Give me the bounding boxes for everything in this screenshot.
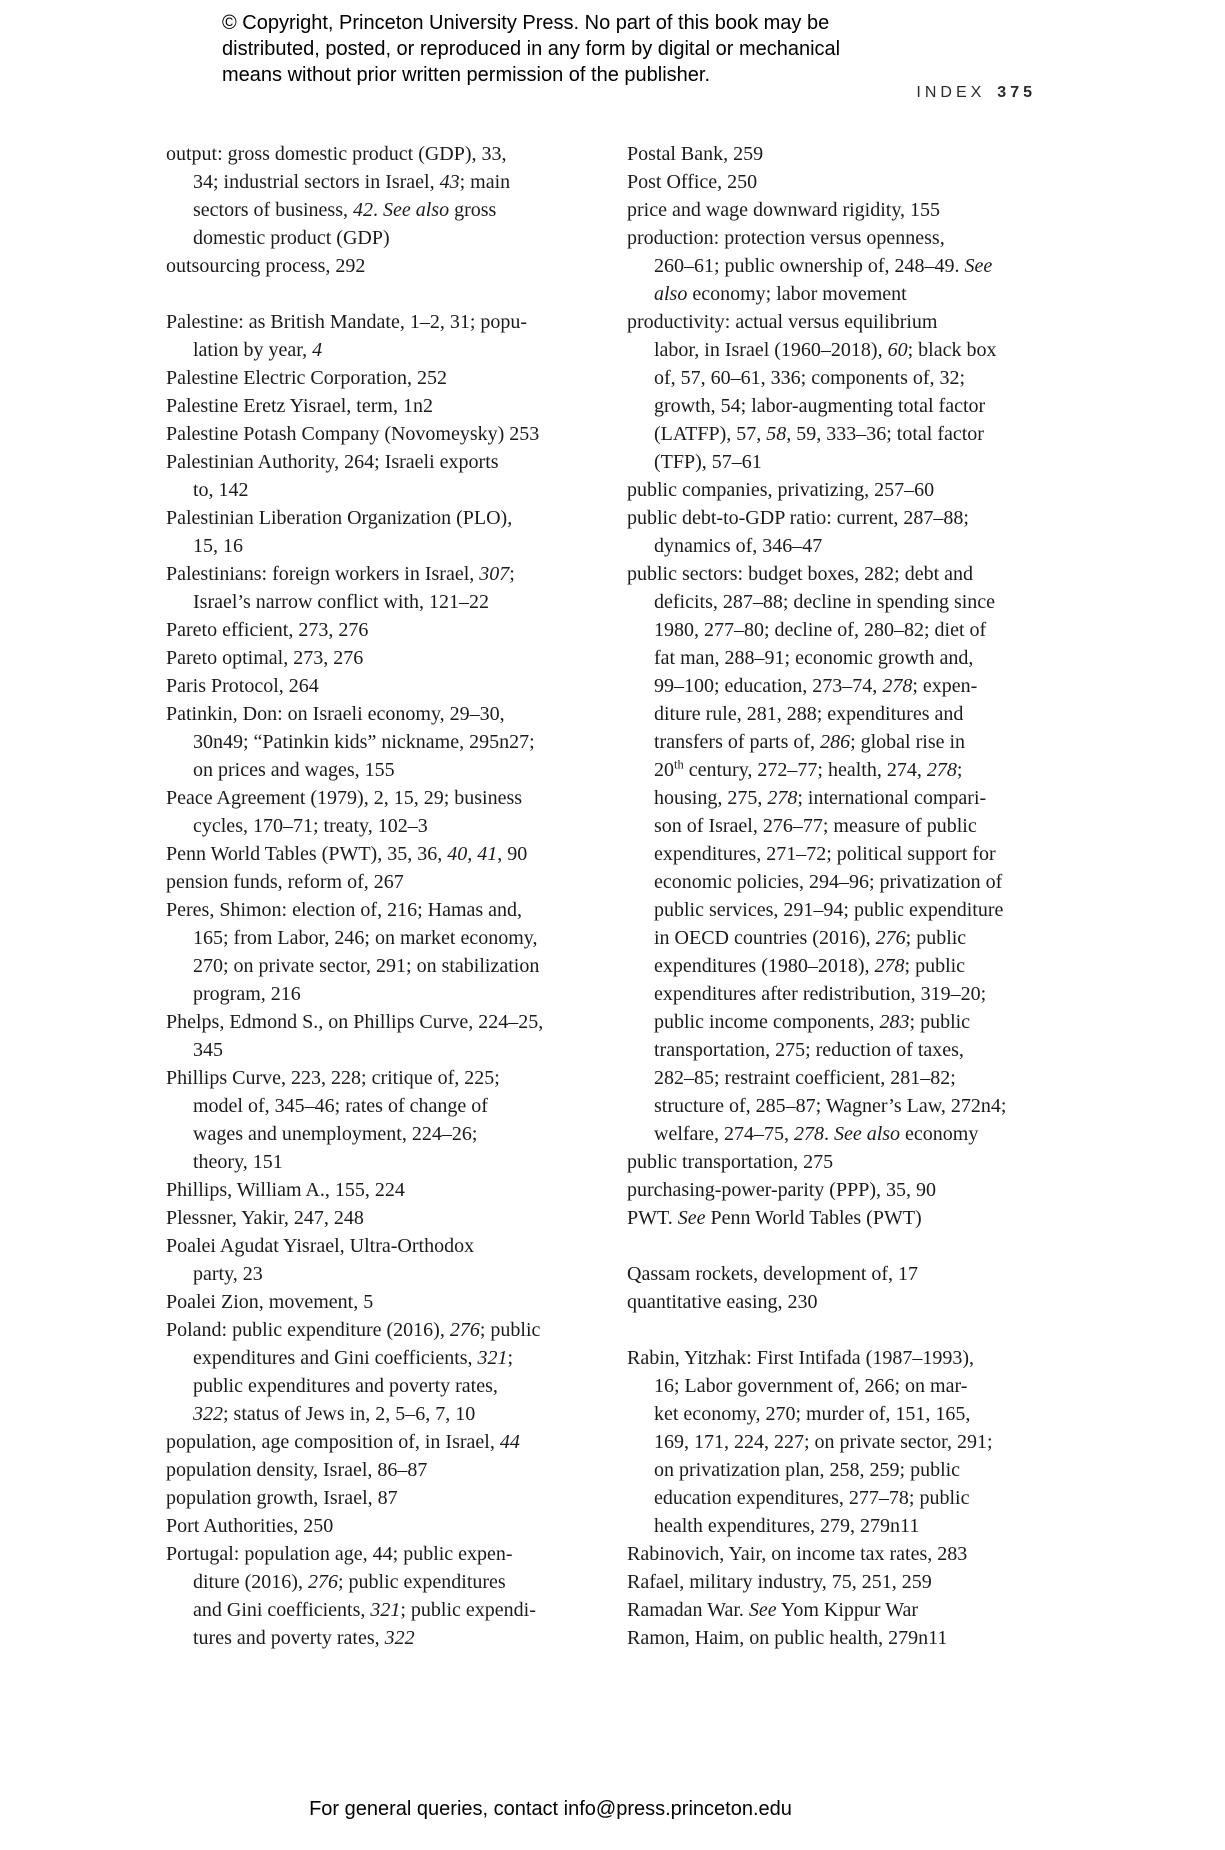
index-entry bbox=[166, 140, 566, 252]
entry-line: Poland: public expenditure (2016), 276; public bbox=[166, 1319, 541, 1341]
entry-line: public sectors: budget boxes, 282; debt and bbox=[627, 563, 974, 585]
entry-line: Port Authorities, 250 bbox=[166, 1515, 334, 1537]
entry-line: public expenditures and poverty rates, bbox=[193, 1375, 498, 1397]
entry-line: output: gross domestic product (GDP), 33, bbox=[166, 143, 507, 165]
entry-line: and Gini coefficients, 321; public expendi- bbox=[193, 1599, 536, 1621]
entry-line: education expenditures, 277–78; public bbox=[654, 1487, 970, 1509]
page-header bbox=[916, 84, 1036, 102]
entry-line: public income components, 283; public bbox=[654, 1011, 971, 1033]
entry-line: Palestinian Liberation Organization (PLO), bbox=[166, 507, 513, 529]
entry-line: expenditures, 271–72; political support for bbox=[654, 843, 996, 865]
index-entry bbox=[166, 840, 566, 868]
entry-line: population, age composition of, in Israel, 44 bbox=[166, 1431, 520, 1453]
index-entry bbox=[166, 1204, 566, 1232]
entry-line: 34; industrial sectors in Israel, 43; main bbox=[193, 171, 511, 193]
index-entry bbox=[627, 504, 1037, 560]
entry-line: expenditures (1980–2018), 278; public bbox=[654, 955, 966, 977]
entry-line: Post Office, 250 bbox=[627, 171, 758, 193]
index-entry bbox=[166, 1288, 566, 1316]
entry-line: Peace Agreement (1979), 2, 15, 29; business bbox=[166, 787, 523, 809]
entry-line: Ramon, Haim, on public health, 279n11 bbox=[627, 1627, 948, 1649]
entry-line: productivity: actual versus equilibrium bbox=[627, 311, 938, 333]
entry-line: ket economy, 270; murder of, 151, 165, bbox=[654, 1403, 971, 1425]
entry-line: Postal Bank, 259 bbox=[627, 143, 764, 165]
entry-line: 260–61; public ownership of, 248–49. See bbox=[654, 255, 993, 277]
entry-line: welfare, 274–75, 278. See also economy bbox=[654, 1123, 979, 1145]
entry-line: Ramadan War. See Yom Kippur War bbox=[627, 1599, 919, 1621]
entry-line: wages and unemployment, 224–26; bbox=[193, 1123, 478, 1145]
index-entry bbox=[627, 560, 1037, 1148]
entry-line: domestic product (GDP) bbox=[193, 227, 390, 249]
index-entry bbox=[627, 1288, 1037, 1316]
entry-line: 1980, 277–80; decline of, 280–82; diet of bbox=[654, 619, 987, 641]
entry-line: 16; Labor government of, 266; on mar- bbox=[654, 1375, 968, 1397]
index-entry bbox=[627, 1148, 1037, 1176]
entry-line: health expenditures, 279, 279n11 bbox=[654, 1515, 920, 1537]
entry-line: 270; on private sector, 291; on stabilization bbox=[193, 955, 540, 977]
entry-line: Plessner, Yakir, 247, 248 bbox=[166, 1207, 364, 1229]
entry-line: purchasing-power-parity (PPP), 35, 90 bbox=[627, 1179, 936, 1201]
entry-line: growth, 54; labor-augmenting total factor bbox=[654, 395, 986, 417]
entry-line: lation by year, 4 bbox=[193, 339, 323, 361]
index-label: INDEX bbox=[916, 84, 986, 101]
entry-line: dynamics of, 346–47 bbox=[654, 535, 823, 557]
entry-line: on privatization plan, 258, 259; public bbox=[654, 1459, 961, 1481]
entry-line: labor, in Israel (1960–2018), 60; black box bbox=[654, 339, 997, 361]
entry-line: Palestinian Authority, 264; Israeli exports bbox=[166, 451, 499, 473]
index-entry bbox=[166, 616, 566, 644]
entry-line: Palestine Potash Company (Novomeysky) 253 bbox=[166, 423, 540, 445]
entry-line: Poalei Agudat Yisrael, Ultra-Orthodox bbox=[166, 1235, 475, 1257]
index-entry bbox=[166, 1064, 566, 1176]
entry-line: population density, Israel, 86–87 bbox=[166, 1459, 428, 1481]
entry-line: pension funds, reform of, 267 bbox=[166, 871, 404, 893]
index-entry bbox=[166, 644, 566, 672]
entry-line: transportation, 275; reduction of taxes, bbox=[654, 1039, 964, 1061]
index-entry bbox=[627, 1260, 1037, 1288]
copyright-line: means without prior written permission of the publisher. bbox=[222, 64, 711, 86]
entry-line: Penn World Tables (PWT), 35, 36, 40, 41, 90 bbox=[166, 843, 528, 865]
index-column-left bbox=[166, 140, 566, 1652]
entry-line: 282–85; restraint coefficient, 281–82; bbox=[654, 1067, 956, 1089]
entry-line: model of, 345–46; rates of change of bbox=[193, 1095, 488, 1117]
index-entry bbox=[166, 896, 566, 1008]
index-entry bbox=[166, 392, 566, 420]
index-entry bbox=[166, 868, 566, 896]
index-entry bbox=[166, 1428, 566, 1456]
entry-line: housing, 275, 278; international compari- bbox=[654, 787, 987, 809]
entry-line: Rabinovich, Yair, on income tax rates, 283 bbox=[627, 1543, 968, 1565]
index-entry bbox=[627, 1540, 1037, 1568]
entry-line: in OECD countries (2016), 276; public bbox=[654, 927, 967, 949]
index-entry bbox=[166, 420, 566, 448]
index-entry bbox=[166, 1176, 566, 1204]
entry-line: public transportation, 275 bbox=[627, 1151, 834, 1173]
entry-line: theory, 151 bbox=[193, 1151, 283, 1173]
page-number: 375 bbox=[997, 84, 1036, 101]
entry-line: public companies, privatizing, 257–60 bbox=[627, 479, 935, 501]
index-entry bbox=[166, 364, 566, 392]
entry-line: economic policies, 294–96; privatization of bbox=[654, 871, 1003, 893]
index-entry bbox=[627, 168, 1037, 196]
entry-line: Phillips Curve, 223, 228; critique of, 225; bbox=[166, 1067, 500, 1089]
index-entry bbox=[166, 1484, 566, 1512]
entry-line: population growth, Israel, 87 bbox=[166, 1487, 398, 1509]
entry-line: program, 216 bbox=[193, 983, 301, 1005]
entry-line: 345 bbox=[193, 1039, 223, 1061]
index-entry bbox=[627, 308, 1037, 476]
index-entry bbox=[166, 1540, 566, 1652]
entry-line: structure of, 285–87; Wagner’s Law, 272n4; bbox=[654, 1095, 1007, 1117]
entry-line: expenditures after redistribution, 319–20; bbox=[654, 983, 987, 1005]
copyright-line: © Copyright, Princeton University Press. No part of this book may be bbox=[222, 12, 830, 34]
entry-line: quantitative easing, 230 bbox=[627, 1291, 818, 1313]
entry-line: 20th century, 272–77; health, 274, 278; bbox=[654, 757, 963, 781]
index-entry bbox=[166, 1316, 566, 1428]
index-entry bbox=[166, 1232, 566, 1288]
entry-line: (LATFP), 57, 58, 59, 333–36; total factor bbox=[654, 423, 984, 445]
index-entry bbox=[166, 1008, 566, 1064]
entry-line: Peres, Shimon: election of, 216; Hamas and, bbox=[166, 899, 523, 921]
entry-line: Poalei Zion, movement, 5 bbox=[166, 1291, 374, 1313]
entry-line: Palestinians: foreign workers in Israel, 307; bbox=[166, 563, 515, 585]
index-entry bbox=[627, 1344, 1037, 1540]
entry-line: Rafael, military industry, 75, 251, 259 bbox=[627, 1571, 932, 1593]
index-entry bbox=[627, 1176, 1037, 1204]
entry-line: price and wage downward rigidity, 155 bbox=[627, 199, 941, 221]
copyright-line: distributed, posted, or reproduced in any form by digital or mechanical bbox=[222, 38, 841, 60]
entry-line: tures and poverty rates, 322 bbox=[193, 1627, 415, 1649]
index-column-right bbox=[627, 140, 1037, 1652]
entry-line: Qassam rockets, development of, 17 bbox=[627, 1263, 919, 1285]
copyright-notice bbox=[222, 10, 840, 88]
entry-line: cycles, 170–71; treaty, 102–3 bbox=[193, 815, 428, 837]
entry-line: Portugal: population age, 44; public expen- bbox=[166, 1543, 513, 1565]
entry-line: Palestine Electric Corporation, 252 bbox=[166, 367, 448, 389]
entry-line: sectors of business, 42. See also gross bbox=[193, 199, 497, 221]
footer-contact: For general queries, contact info@press.princeton.edu bbox=[309, 1798, 792, 1820]
index-entry bbox=[627, 1624, 1037, 1652]
entry-line: expenditures and Gini coefficients, 321; bbox=[193, 1347, 514, 1369]
index-entry bbox=[627, 1596, 1037, 1624]
entry-line: production: protection versus openness, bbox=[627, 227, 945, 249]
index-entry bbox=[627, 224, 1037, 308]
entry-line: Rabin, Yitzhak: First Intifada (1987–1993), bbox=[627, 1347, 974, 1369]
index-entry bbox=[627, 1568, 1037, 1596]
entry-line: party, 23 bbox=[193, 1263, 263, 1285]
entry-line: transfers of parts of, 286; global rise in bbox=[654, 731, 966, 753]
entry-line: Palestine Eretz Yisrael, term, 1n2 bbox=[166, 395, 433, 417]
index-entry bbox=[166, 672, 566, 700]
entry-line: (TFP), 57–61 bbox=[654, 451, 762, 473]
entry-line: son of Israel, 276–77; measure of public bbox=[654, 815, 977, 837]
entry-line: Israel’s narrow conflict with, 121–22 bbox=[193, 591, 490, 613]
entry-line: fat man, 288–91; economic growth and, bbox=[654, 647, 974, 669]
entry-line: 15, 16 bbox=[193, 535, 243, 557]
index-entry bbox=[166, 784, 566, 840]
entry-line: Pareto efficient, 273, 276 bbox=[166, 619, 369, 641]
entry-line: also economy; labor movement bbox=[654, 283, 907, 305]
entry-line: public services, 291–94; public expenditure bbox=[654, 899, 1004, 921]
entry-line: to, 142 bbox=[193, 479, 249, 501]
index-entry bbox=[627, 1204, 1037, 1232]
index-entry bbox=[627, 476, 1037, 504]
index-entry bbox=[166, 1512, 566, 1540]
entry-line: PWT. See Penn World Tables (PWT) bbox=[627, 1207, 922, 1229]
entry-line: 169, 171, 224, 227; on private sector, 291; bbox=[654, 1431, 993, 1453]
entry-line: 30n49; “Patinkin kids” nickname, 295n27; bbox=[193, 731, 535, 753]
entry-line: Palestine: as British Mandate, 1–2, 31; popu- bbox=[166, 311, 528, 333]
entry-line: 99–100; education, 273–74, 278; expen- bbox=[654, 675, 978, 697]
index-entry bbox=[627, 196, 1037, 224]
index-entry bbox=[166, 252, 566, 280]
entry-line: outsourcing process, 292 bbox=[166, 255, 366, 277]
entry-line: Patinkin, Don: on Israeli economy, 29–30, bbox=[166, 703, 505, 725]
entry-line: of, 57, 60–61, 336; components of, 32; bbox=[654, 367, 966, 389]
entry-line: diture rule, 281, 288; expenditures and bbox=[654, 703, 964, 725]
entry-line: 322; status of Jews in, 2, 5–6, 7, 10 bbox=[193, 1403, 476, 1425]
entry-line: Pareto optimal, 273, 276 bbox=[166, 647, 364, 669]
index-entry bbox=[166, 448, 566, 504]
entry-line: on prices and wages, 155 bbox=[193, 759, 395, 781]
entry-line: Phillips, William A., 155, 224 bbox=[166, 1179, 405, 1201]
index-entry bbox=[166, 700, 566, 784]
entry-line: Phelps, Edmond S., on Phillips Curve, 224–25, bbox=[166, 1011, 544, 1033]
entry-line: deficits, 287–88; decline in spending since bbox=[654, 591, 996, 613]
entry-line: Paris Protocol, 264 bbox=[166, 675, 319, 697]
index-entry bbox=[166, 308, 566, 364]
index-entry bbox=[166, 560, 566, 616]
entry-line: public debt-to-GDP ratio: current, 287–88; bbox=[627, 507, 969, 529]
entry-line: diture (2016), 276; public expenditures bbox=[193, 1571, 506, 1593]
index-entry bbox=[166, 504, 566, 560]
index-entry bbox=[627, 140, 1037, 168]
index-entry bbox=[166, 1456, 566, 1484]
entry-line: 165; from Labor, 246; on market economy, bbox=[193, 927, 538, 949]
